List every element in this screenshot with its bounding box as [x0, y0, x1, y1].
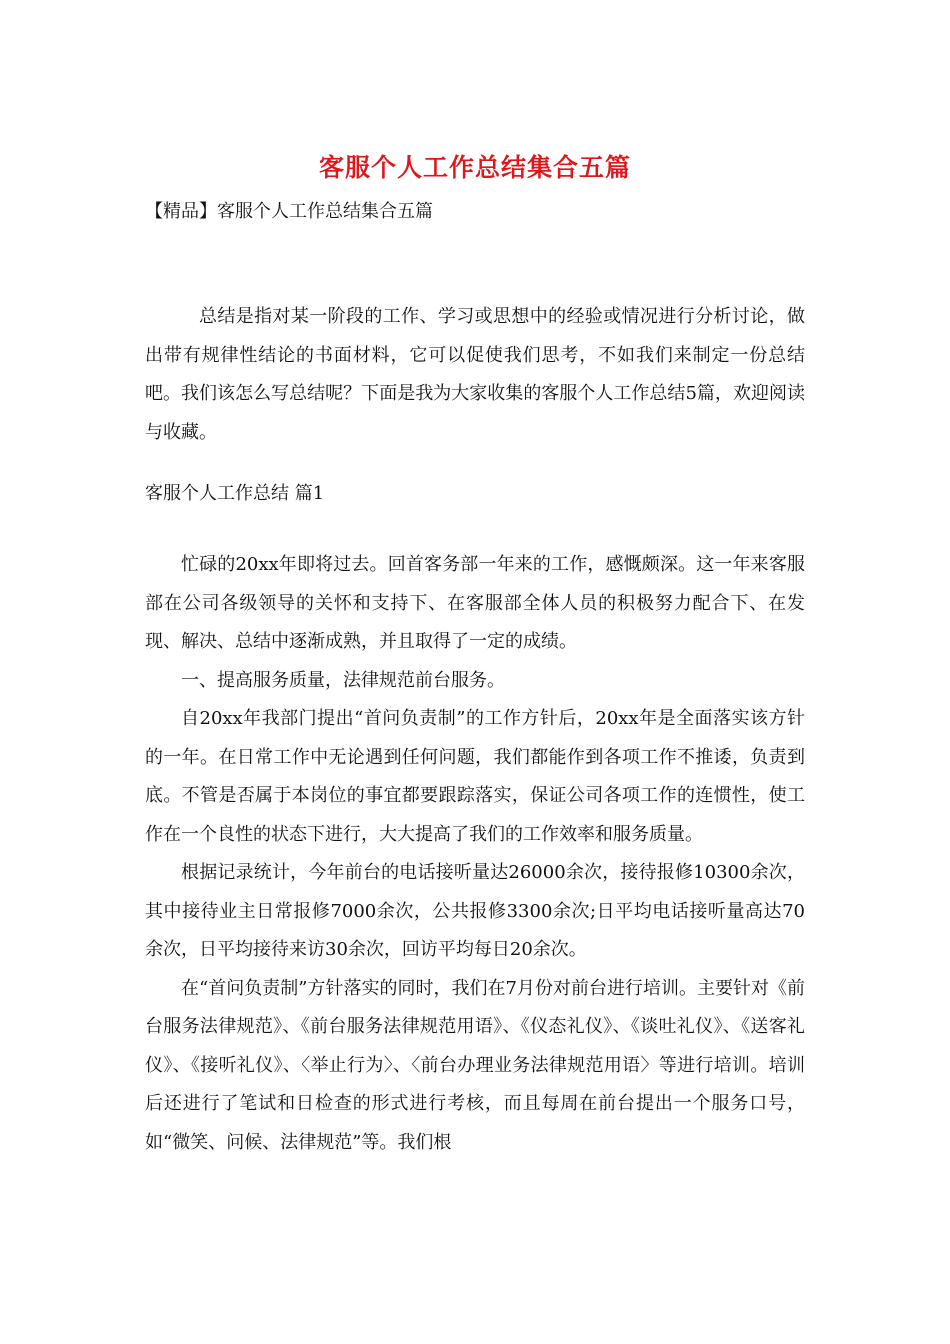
body-paragraph: 在“首问负责制”方针落实的同时，我们在7月份对前台进行培训。主要针对《前台服务法律规范》、《前台服务法律规范用语》、《仪态礼仪》、《谈吐礼仪》、《送客礼仪》、《接听礼仪》、〈举止行为〉、〈前台办理业务法律规范用语〉等进行培训。培训后还进行了笔试和日检查的形式进行考核，而且每周在前台提出一个服务口号，如“微笑、问候、法律规范”等。我们根	[145, 977, 805, 1153]
document-subtitle: 【精品】客服个人工作总结集合五篇	[145, 201, 433, 222]
section-body	[145, 546, 805, 1162]
body-paragraph: 忙碌的20xx年即将过去。回首客务部一年来的工作，感慨颇深。这一年来客服部在公司各级领导的关怀和支持下、在客服部全体人员的积极努力配合下、在发现、解决、总结中逐渐成熟，并且取得了一定的成绩。	[145, 554, 805, 652]
section-heading: 客服个人工作总结 篇1	[145, 483, 325, 504]
document-title: 客服个人工作总结集合五篇	[318, 153, 631, 182]
body-paragraph: 根据记录统计，今年前台的电话接听量达26000余次，接待报修10300余次，其中接待业主日常报修7000余次，公共报修3300余次;日平均电话接听量高达70余次，日平均接待来访30余次，回访平均每日20余次。	[145, 862, 805, 960]
body-paragraph: 一、提高服务质量，法律规范前台服务。	[181, 669, 505, 691]
body-paragraph: 自20xx年我部门提出“首问负责制”的工作方针后，20xx年是全面落实该方针的一年。在日常工作中无论遇到任何问题，我们都能作到各项工作不推诿，负责到底。不管是否属于本岗位的事宜都要跟踪落实，保证公司各项工作的连惯性，使工作在一个良性的状态下进行，大大提高了我们的工作效率和服务质量。	[145, 708, 805, 845]
intro-paragraph: 总结是指对某一阶段的工作、学习或思想中的经验或情况进行分析讨论，做出带有规律性结论的书面材料，它可以促使我们思考，不如我们来制定一份总结吧。我们该怎么写总结呢？下面是我为大家收集的客服个人工作总结5篇，欢迎阅读与收藏。	[145, 306, 805, 443]
intro-block	[145, 298, 805, 452]
